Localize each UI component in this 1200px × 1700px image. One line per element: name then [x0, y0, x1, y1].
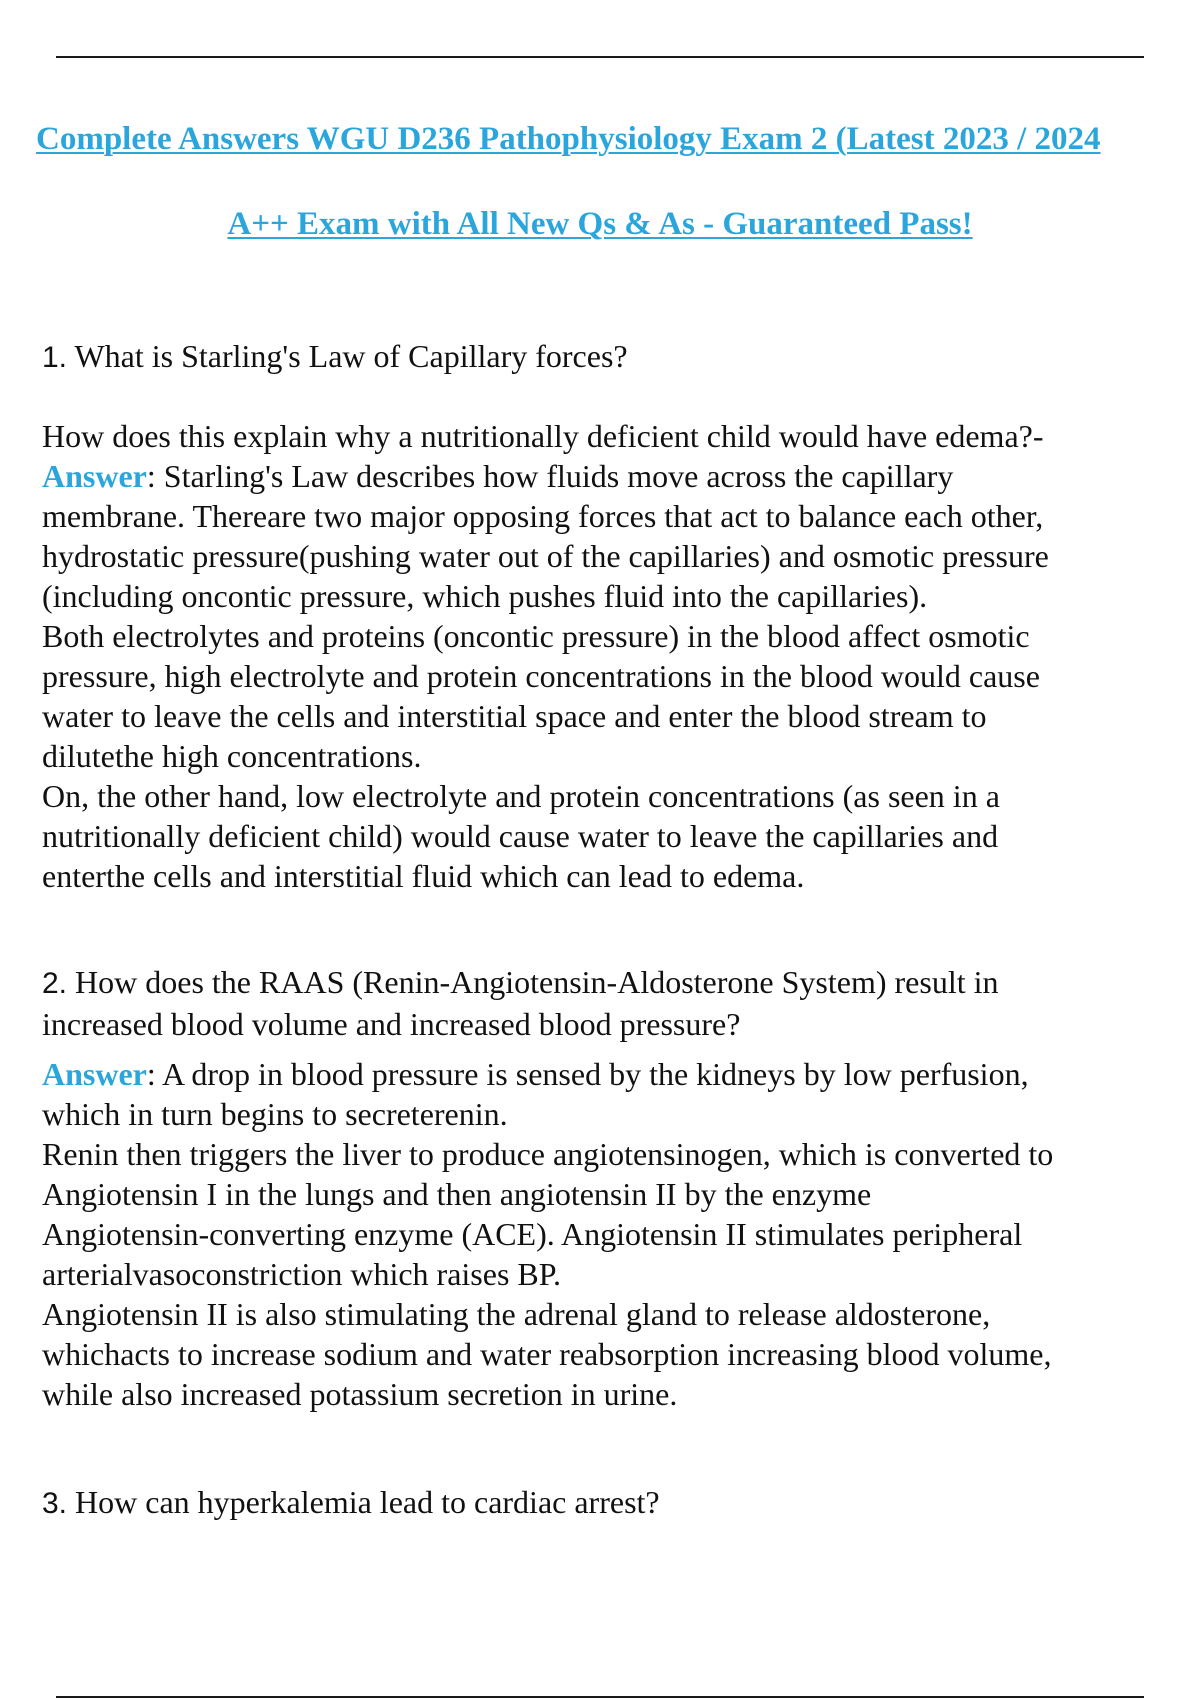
- answer-line: Renin then triggers the liver to produce angiotensinogen, which is converted to: [42, 1136, 1054, 1172]
- question-text: How can hyperkalemia lead to cardiac arrest?: [67, 1484, 660, 1520]
- answer-line: : A drop in blood pressure is sensed by the kidneys by low perfusion,: [146, 1056, 1029, 1092]
- answer-line: (including oncontic pressure, which pushes fluid into the capillaries).: [42, 578, 928, 614]
- question-text: increased blood volume and increased blood pressure?: [42, 1006, 741, 1042]
- answer-line: which in turn begins to secreterenin.: [42, 1096, 508, 1132]
- top-rule: [56, 56, 1144, 58]
- answer-line: On, the other hand, low electrolyte and protein concentrations (as seen in a: [42, 778, 1000, 814]
- question-number: 3.: [42, 1487, 68, 1520]
- document-title: Complete Answers WGU D236 Pathophysiology Exam 2 (Latest 2023 / 2024: [36, 121, 1101, 157]
- answer-line: enterthe cells and interstitial fluid which can lead to edema.: [42, 858, 805, 894]
- document-subtitle: A++ Exam with All New Qs & As - Guaranteed Pass!: [227, 206, 973, 242]
- answer-line: water to leave the cells and interstitial space and enter the blood stream to: [42, 698, 987, 734]
- answer-line: Angiotensin I in the lungs and then angiotensin II by the enzyme: [42, 1176, 872, 1212]
- question-text: What is Starling's Law of Capillary forces?: [67, 338, 628, 374]
- question-3: [42, 1482, 1192, 1524]
- answer-2: [42, 1054, 1192, 1414]
- answer-line: whichacts to increase sodium and water reabsorption increasing blood volume,: [42, 1336, 1052, 1372]
- answer-line: Angiotensin-converting enzyme (ACE). Angiotensin II stimulates peripheral: [42, 1216, 1023, 1252]
- answer-1: [42, 456, 1192, 896]
- answer-line: Both electrolytes and proteins (oncontic pressure) in the blood affect osmotic: [42, 618, 1030, 654]
- answer-line: membrane. Thereare two major opposing forces that act to balance each other,: [42, 498, 1044, 534]
- question-1: [42, 336, 1192, 378]
- answer-line: dilutethe high concentrations.: [42, 738, 422, 774]
- answer-label: Answer: [42, 458, 147, 494]
- question-number: 1.: [42, 341, 68, 374]
- answer-line: while also increased potassium secretion in urine.: [42, 1376, 678, 1412]
- answer-line: hydrostatic pressure(pushing water out of the capillaries) and osmotic pressure: [42, 538, 1049, 574]
- answer-line: pressure, high electrolyte and protein concentrations in the blood would cause: [42, 658, 1040, 694]
- answer-line: arterialvasoconstriction which raises BP.: [42, 1256, 561, 1292]
- question-text: How does the RAAS (Renin-Angiotensin-Aldosterone System) result in: [67, 964, 999, 1000]
- question-1-lead: How does this explain why a nutritionally deficient child would have edema?-: [42, 418, 1044, 454]
- bottom-rule: [56, 1696, 1144, 1698]
- question-number: 2.: [42, 967, 68, 1000]
- answer-label: Answer: [42, 1056, 147, 1092]
- answer-line: nutritionally deficient child) would cause water to leave the capillaries and: [42, 818, 999, 854]
- document-body: [42, 336, 1192, 1524]
- question-2: [42, 962, 1192, 1044]
- answer-line: : Starling's Law describes how fluids move across the capillary: [146, 458, 954, 494]
- answer-line: Angiotensin II is also stimulating the adrenal gland to release aldosterone,: [42, 1296, 991, 1332]
